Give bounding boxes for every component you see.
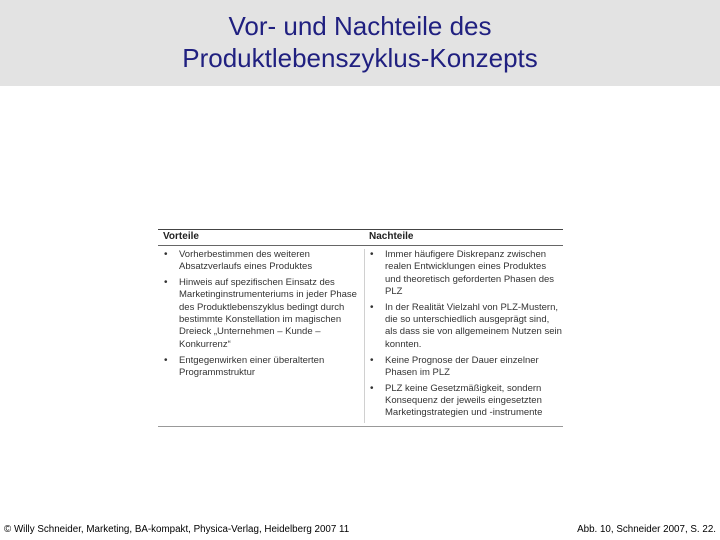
slide-title-line-1: Vor- und Nachteile des [228,11,492,41]
disadvantages-column [365,249,563,423]
advantage-item: • Vorherbestimmen des weiteren Absatzverlaufs eines Produktes [163,249,364,274]
disadvantage-item: • Immer häufigere Diskrepanz zwischen realen Entwicklungen eines Produktes und theoretisch geforderten Phasen des PLZ [369,249,563,298]
slide-footer [0,520,720,540]
table-header-row [158,230,563,246]
disadvantage-item: • PLZ keine Gesetzmäßigkeit, sondern Konsequenz der jeweils eingesetzten Marketingstrategien und -instrumente [369,383,563,420]
footer-figure-reference: Abb. 10, Schneider 2007, S. 22. [577,524,716,535]
slide-title-line-2: Produktlebenszyklus-Konzepts [182,43,538,73]
table-bottom-rule [158,426,563,427]
disadvantages-header: Nachteile [369,231,414,243]
advantage-item: • Entgegenwirken einer überalterten Programmstruktur [163,355,364,380]
disadvantage-item: • Keine Prognose der Dauer einzelner Phasen im PLZ [369,355,563,380]
advantage-item: • Hinweis auf spezifischen Einsatz des Marketinginstrumenteriums in jeder Phase des Produktlebenszyklus bedingt durch bestimmte Konstellation im magischen Dreieck „Unternehmen – Kunde – Konkurrenz“ [163,277,364,351]
table-body [158,246,563,423]
advantages-column [158,249,365,423]
advantages-header: Vorteile [163,231,199,243]
footer-citation: © Willy Schneider, Marketing, BA-kompakt, Physica-Verlag, Heidelberg 2007 11 [4,524,350,535]
disadvantage-item: • In der Realität Vielzahl von PLZ-Mustern, die so unterschiedlich ausgeprägt sind, als dass sie von allgemeinem Nutzen sein konnten. [369,302,563,351]
pros-cons-table [158,229,563,427]
slide-title-bar [0,0,720,86]
